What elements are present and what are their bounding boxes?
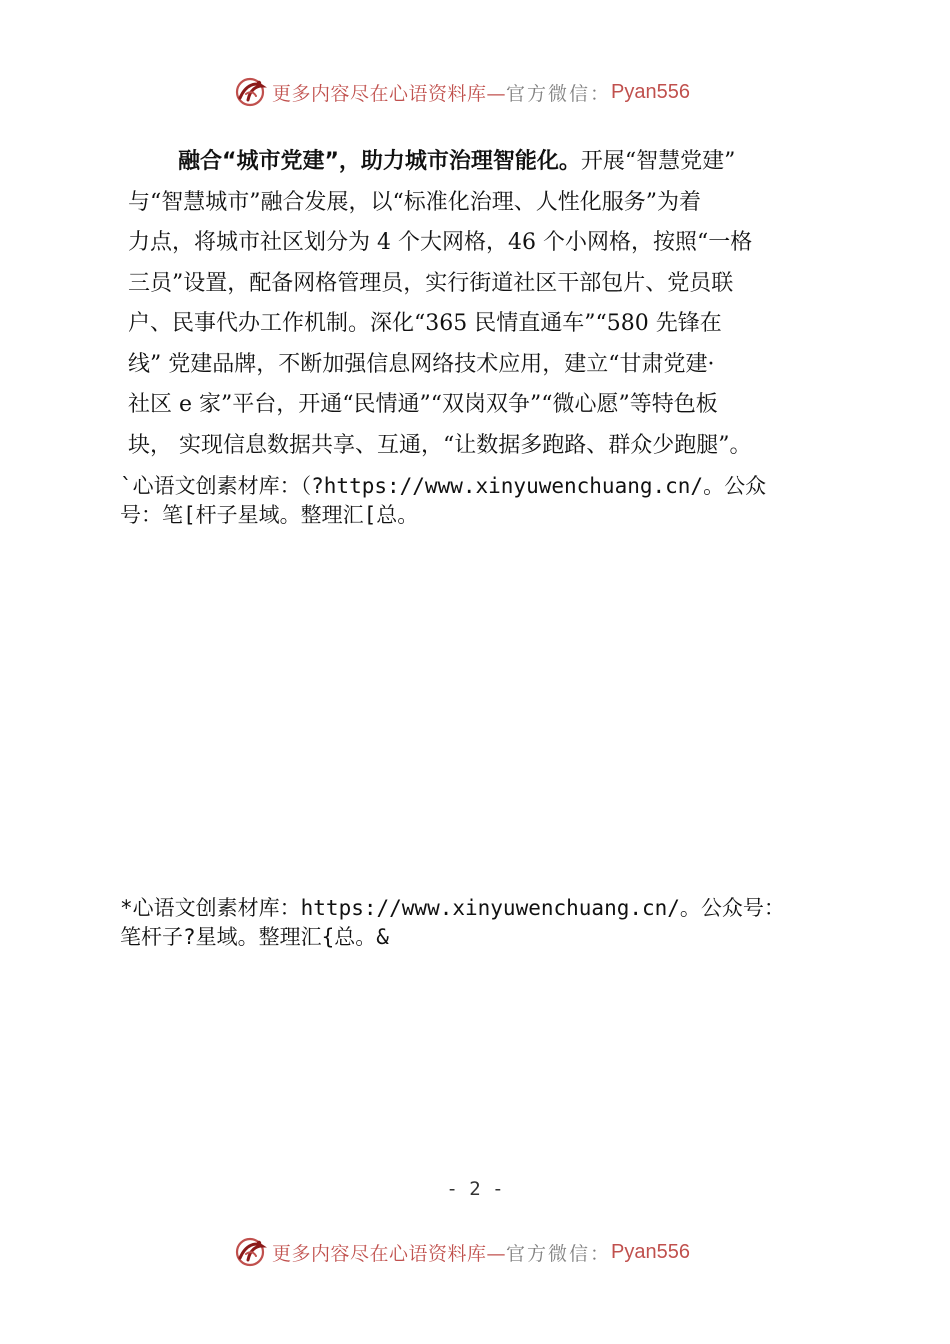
header-text: 更多内容尽在心语资料库— (272, 82, 507, 105)
note-line: 号：笔[杆子星域。整理汇[总。 (120, 503, 419, 527)
header-wechat-id: Pyan556 (611, 80, 690, 103)
paragraph-line (128, 142, 858, 183)
footer-text: 更多内容尽在心语资料库— (272, 1242, 507, 1265)
note-line: *心语文创素材库：https://www.xinyuwenchuang.cn/。公众号： (120, 896, 785, 920)
page-number: - 2 - (446, 1178, 504, 1200)
source-note-second (120, 894, 850, 952)
paragraph-line: 与“智慧城市”融合发展，以“标准化治理、人性化服务”为着 (128, 189, 701, 215)
paragraph-line: 线” 党建品牌，不断加强信息网络技术应用，建立“甘肃党建· (128, 351, 715, 377)
footer-wechat-id: Pyan556 (611, 1240, 690, 1263)
note-line: `心语文创素材库：（?https://www.xinyuwenchuang.cn/。公众 (120, 474, 767, 498)
swirl-logo-icon (232, 74, 268, 110)
paragraph-line: 力点，将城市社区划分为 4 个大网格，46 个小网格，按照“一格 (128, 230, 753, 255)
paragraph-line: 户、民事代办工作机制。深化“365 民情直通车”“580 先锋在 (128, 311, 722, 336)
body-paragraph (128, 142, 858, 466)
paragraph-line: 社区 e 家”平台，开通“民情通”“双岗双争”“微心愿”等特色板 (128, 392, 718, 417)
swirl-logo-icon (232, 1234, 268, 1270)
header-banner (232, 72, 752, 112)
paragraph-line-text: 开展“智慧党建” (580, 149, 736, 174)
header-wechat-label: 官方微信： (506, 82, 612, 105)
paragraph-line: 块， 实现信息数据共享、互通，“让数据多跑路、群众少跑腿”。 (128, 432, 752, 458)
paragraph-line: 三员”设置，配备网格管理员，实行街道社区干部包片、党员联 (128, 270, 734, 296)
lead-sentence: 融合“城市党建”，助力城市治理智能化。 (178, 149, 581, 174)
footer-banner (232, 1232, 752, 1272)
source-note-first (120, 472, 850, 530)
footer-wechat-label: 官方微信： (506, 1242, 612, 1265)
note-line: 笔杆子?星域。整理汇{总。& (120, 925, 389, 949)
